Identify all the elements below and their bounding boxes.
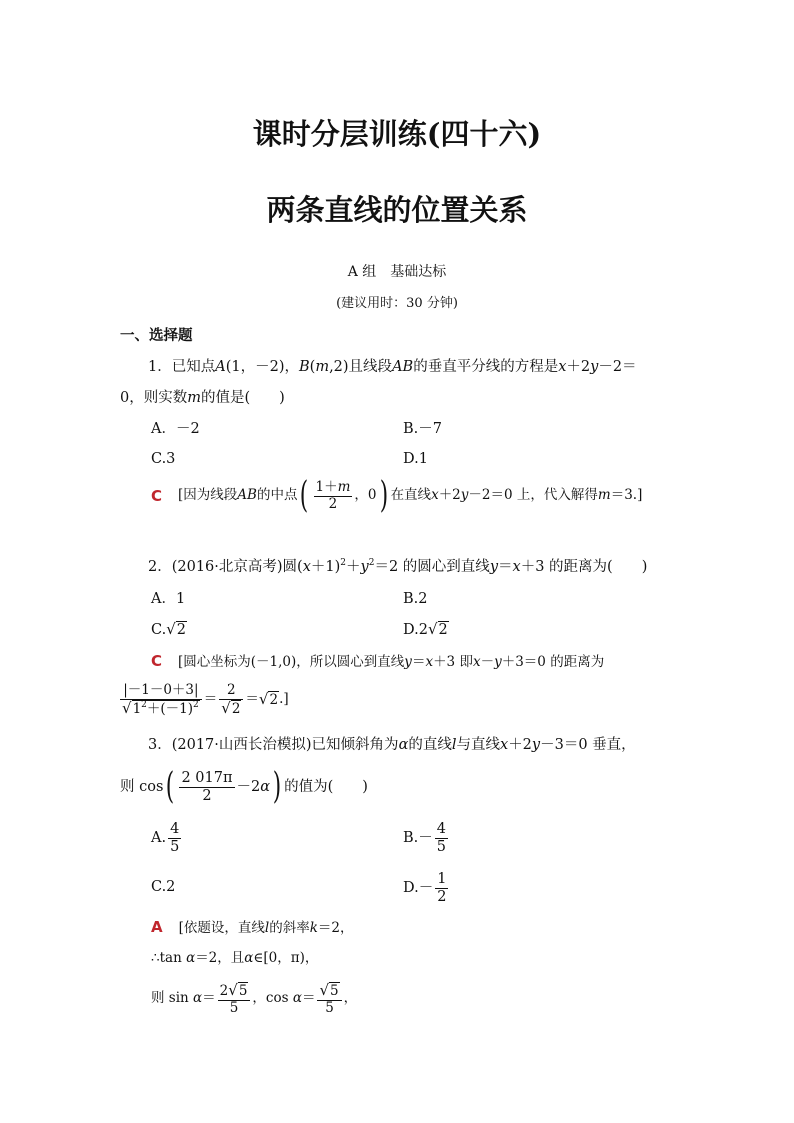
page-subtitle: 两条直线的位置关系 bbox=[266, 193, 528, 227]
answer-letter: C bbox=[151, 486, 163, 505]
distance-fraction: $\frac{|-1-0+3|}{√1^2+(-1)^2}$ bbox=[120, 683, 202, 717]
q3-answer-line-2: ∴tan α＝2，且α∈[0，π)， bbox=[151, 950, 319, 966]
q3-answer-line-1: A [依题设，直线l的斜率k＝2， bbox=[151, 918, 354, 936]
question-1-line-1: 1．已知点A(1，－2)，B(m,2)且线段AB的垂直平分线的方程是x＋2y－2＝ bbox=[148, 359, 637, 375]
q1-option-c[interactable]: C.3 bbox=[151, 451, 176, 467]
simplified-fraction: $\frac{2}{√2}$ bbox=[219, 683, 243, 717]
answer-letter: A bbox=[151, 918, 163, 936]
q2-answer-line-1: C [圆心坐标为(－1,0)，所以圆心到直线y＝x＋3 即x－y＋3＝0 的距离为 bbox=[151, 652, 605, 670]
q3-answer-line-3: 则 sin α ＝ $\frac{2√5}{5}$ ，cos α ＝ $\frac{√5}{5}$ ， bbox=[151, 980, 358, 1016]
q3-option-c[interactable]: C.2 bbox=[151, 879, 176, 895]
cos-argument-fraction: $\frac{2 017\pi}{2}$ bbox=[181, 769, 233, 804]
midpoint-fraction: $\frac{1+m}{2}$ bbox=[315, 478, 351, 512]
q3-option-d[interactable]: D.－ $\frac{1}{2}$ bbox=[403, 870, 447, 905]
answer-letter: C bbox=[151, 652, 163, 670]
question-3-line-2: 则 cos ( $\frac{2 017\pi}{2}$ －2 α ) 的值为( ) bbox=[120, 766, 368, 807]
cos-fraction: $\frac{√5}{5}$ bbox=[317, 982, 341, 1016]
q2-option-b[interactable]: B.2 bbox=[403, 591, 428, 607]
q2-answer-line-2: $\frac{|-1-0+3|}{√1^2+(-1)^2}$ ＝ $\frac{2}{√2}$ ＝ √2 .] bbox=[122, 681, 289, 717]
sin-fraction: $\frac{2√5}{5}$ bbox=[218, 982, 251, 1016]
q2-option-a[interactable]: A．1 bbox=[151, 591, 186, 607]
q1-option-a[interactable]: A．－2 bbox=[151, 421, 200, 437]
question-2-line-1: 2．(2016·北京高考)圆$(x+1)^2+y^2=2$ 的圆心到直线y＝x＋3 的距离为( ) bbox=[148, 558, 648, 575]
q3-option-a[interactable]: A. $\frac{4}{5}$ bbox=[151, 820, 180, 855]
q2-option-c[interactable]: C.√2 bbox=[151, 620, 186, 638]
q1-answer: C [因为线段 AB 的中点 ( $\frac{1+m}{2}$ ，0 ) 在直线 x ＋2 y －2＝0 上，代入解得 m ＝3.] bbox=[151, 475, 643, 516]
question-1-line-2: 0，则实数m的值是( ) bbox=[120, 390, 285, 406]
group-label: A 组 基础达标 bbox=[347, 264, 447, 280]
question-3-line-1: 3．(2017·山西长治模拟)已知倾斜角为α的直线l与直线x＋2y－3＝0 垂直， bbox=[148, 737, 636, 753]
page-title: 课时分层训练(四十六) bbox=[252, 117, 542, 151]
section-label: 一、选择题 bbox=[120, 327, 193, 344]
q2-option-d[interactable]: D.2√2 bbox=[403, 620, 448, 638]
q1-option-b[interactable]: B.－7 bbox=[403, 421, 442, 437]
q1-option-d[interactable]: D.1 bbox=[403, 451, 428, 467]
time-note: (建议用时：30 分钟) bbox=[336, 296, 458, 311]
q3-option-b[interactable]: B.－ $\frac{4}{5}$ bbox=[403, 820, 446, 855]
